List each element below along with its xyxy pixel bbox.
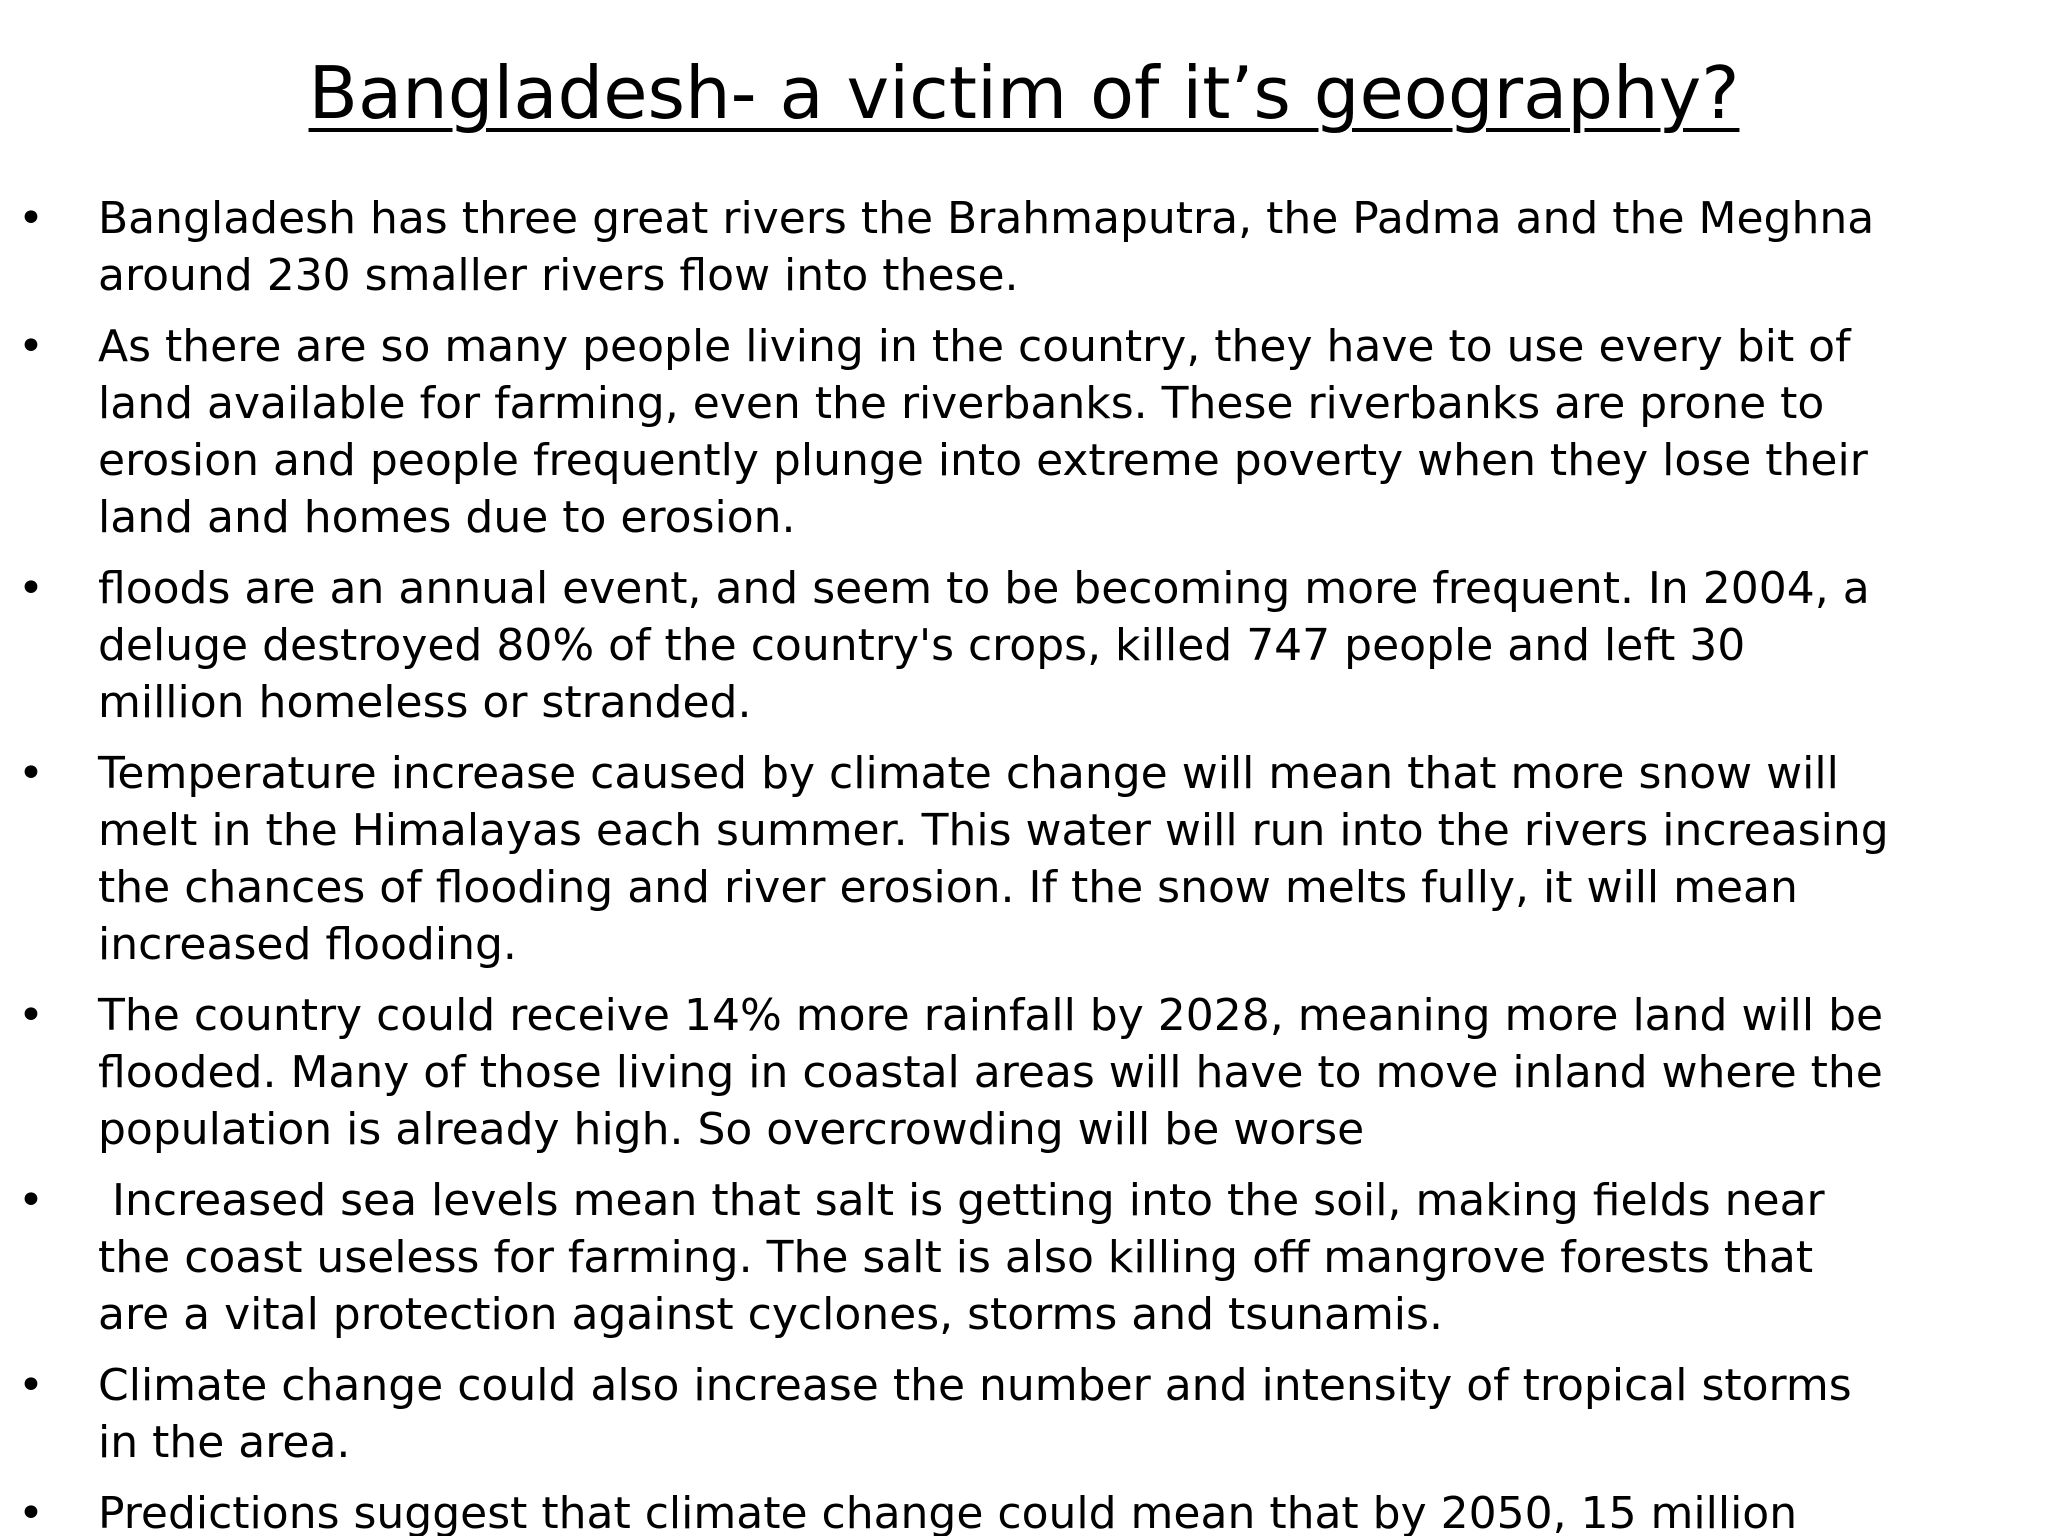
bullet-text-line: the coast useless for farming. The salt is also killing off mangrove forests that — [98, 1232, 1814, 1283]
bullet-item — [0, 190, 2048, 304]
bullet-icon: • — [18, 1360, 44, 1411]
bullet-text-line: land available for farming, even the riverbanks. These riverbanks are prone to — [98, 378, 1825, 429]
bullet-text-line: deluge destroyed 80% of the country's crops, killed 747 people and left 30 — [98, 620, 1746, 671]
bullet-icon: • — [18, 193, 44, 244]
bullet-text-line: The country could receive 14% more rainfall by 2028, meaning more land will be — [98, 990, 1884, 1041]
bullet-icon: • — [18, 748, 44, 799]
bullet-text-line: in the area. — [98, 1417, 351, 1468]
bullet-item — [0, 318, 2048, 546]
bullet-icon: • — [18, 321, 44, 372]
bullet-list — [0, 190, 2048, 1536]
bullet-text-line: flooded. Many of those living in coastal areas will have to move inland where the — [98, 1047, 1883, 1098]
bullet-text-line: As there are so many people living in the country, they have to use every bit of — [98, 321, 1851, 372]
bullet-text-line: Predictions suggest that climate change could mean that by 2050, 15 million — [98, 1488, 1798, 1536]
bullet-item — [0, 1485, 2048, 1536]
bullet-item — [0, 745, 2048, 973]
bullet-text-line: melt in the Himalayas each summer. This water will run into the rivers increasing — [98, 805, 1889, 856]
bullet-icon: • — [18, 990, 44, 1041]
bullet-icon: • — [18, 1488, 44, 1536]
slide-title: Bangladesh- a victim of it’s geography? — [308, 51, 1740, 135]
bullet-text-line: erosion and people frequently plunge into extreme poverty when they lose their — [98, 435, 1868, 486]
bullet-item — [0, 987, 2048, 1158]
bullet-icon: • — [18, 1175, 44, 1226]
bullet-item — [0, 560, 2048, 731]
bullet-item — [0, 1172, 2048, 1343]
bullet-text-line: million homeless or stranded. — [98, 677, 752, 728]
bullet-text-line: Temperature increase caused by climate change will mean that more snow will — [98, 748, 1839, 799]
bullet-text-line: population is already high. So overcrowding will be worse — [98, 1104, 1365, 1155]
bullet-text-line: floods are an annual event, and seem to be becoming more frequent. In 2004, a — [98, 563, 1870, 614]
bullet-text-line: land and homes due to erosion. — [98, 492, 796, 543]
bullet-item — [0, 1357, 2048, 1471]
bullet-text-line: the chances of flooding and river erosion. If the snow melts fully, it will mean — [98, 862, 1798, 913]
bullet-text-line: Increased sea levels mean that salt is getting into the soil, making fields near — [98, 1175, 1825, 1226]
bullet-text-line: are a vital protection against cyclones, storms and tsunamis. — [98, 1289, 1443, 1340]
bullet-text-line: around 230 smaller rivers flow into these. — [98, 250, 1019, 301]
bullet-icon: • — [18, 563, 44, 614]
bullet-text-line: increased flooding. — [98, 919, 517, 970]
bullet-text-line: Climate change could also increase the number and intensity of tropical storms — [98, 1360, 1852, 1411]
bullet-text-line: Bangladesh has three great rivers the Brahmaputra, the Padma and the Meghna — [98, 193, 1875, 244]
